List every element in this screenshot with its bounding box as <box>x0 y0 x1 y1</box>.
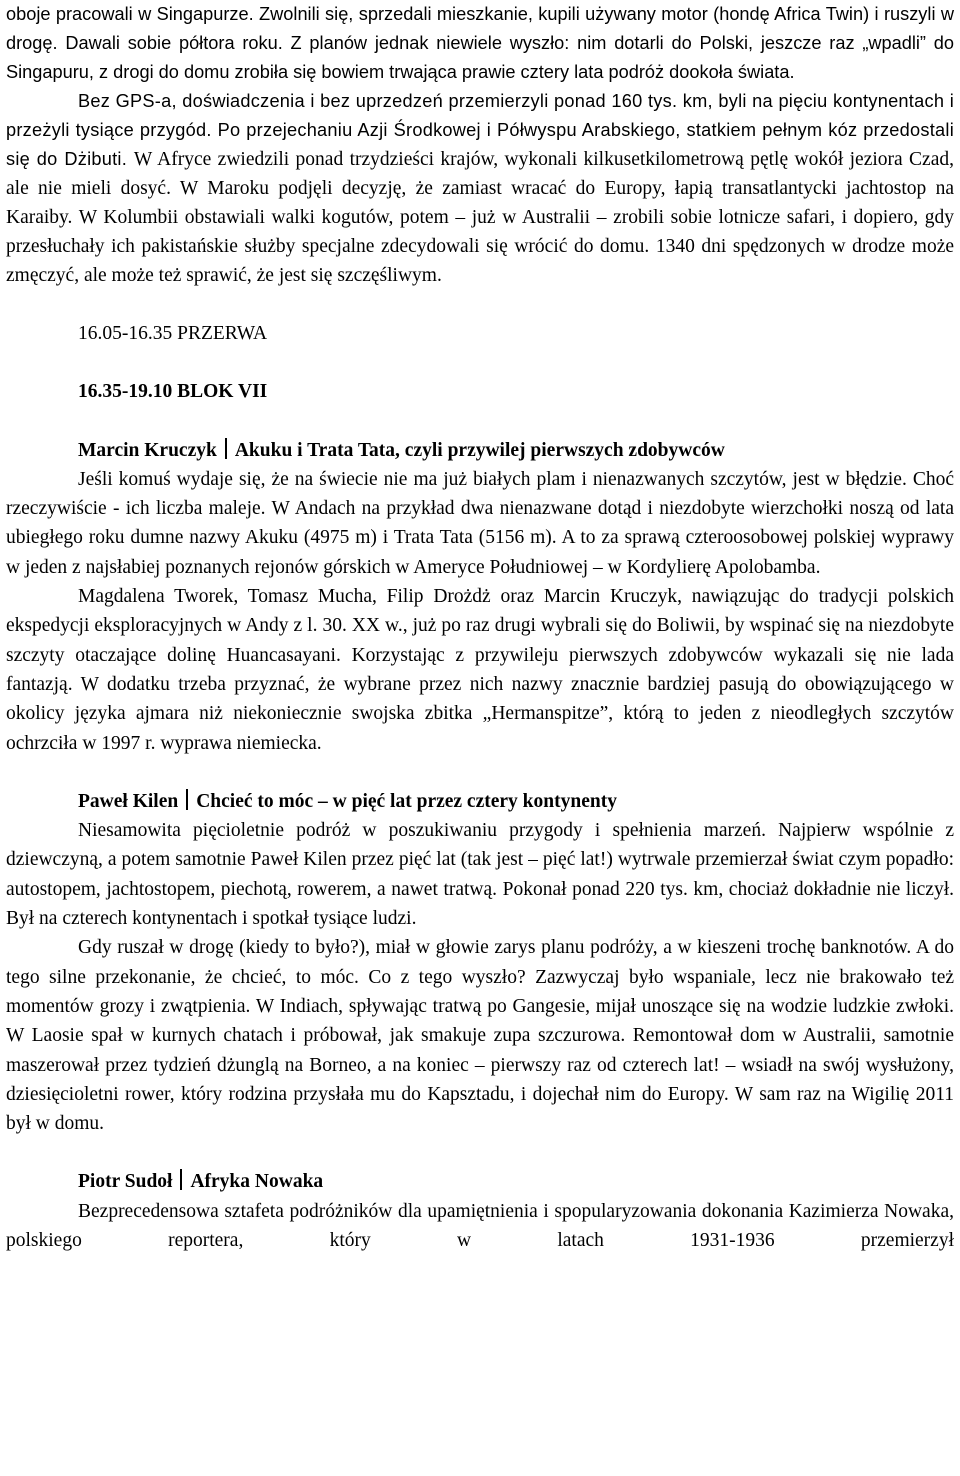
talk-paragraph: Gdy ruszał w drogę (kiedy to było?), miał w głowie zarys planu podróży, a w kieszeni trochę banknotów. A do tego silne przekonanie, że chcieć, to móc. Co z tego wyszło? Zazwyczaj było wspaniale, lecz nie brakowało też momentów grozy i zwątpienia. W Indiach, spływając tratwą po Gangesie, mijał unoszące się na wodzie ludzkie zwłoki. W Laosie spał w kurnych chatach i próbował, jak smakuje zupa szczurowa. Remontował dom w Australii, samotnie maszerował przez tydzień dżunglą na Borneo, a na koniec – pierwszy raz od czterech lat! – wsiadł na swój wysłużony, dziesięcioletni rower, który rodzina przysłała mu do Kapsztadu, i dojechał nim do Europy. W sam raz na Wigilię 2011 był w domu. <box>6 937 954 1135</box>
heading-separator <box>186 789 188 810</box>
intro-paragraph-2 <box>6 87 954 290</box>
talk-paragraph: Magdalena Tworek, Tomasz Mucha, Filip Drożdż oraz Marcin Kruczyk, nawiązując do tradycji polskich ekspedycji eksploracyjnych w Andy z l. 30. XX w., już po raz drugi wybrali się do Boliwii, by wspinać się na niezdobyte szczyty otaczające dolinę Huancasayani. Korzystając z przywileju pierwszych zdobywców wykazali się nie lada fantazją. W dodatku trzeba przyznać, że wybrane przez nich nazwy znacznie bardziej pasują do obowiązującego w okolicy języka ajmara niż niekoniecznie swojska zbitka „Hermanspitze”, którą to jeden z nieodległych szczytów ochrzciła w 1997 r. wyprawa niemiecka. <box>6 586 954 754</box>
talk-paragraph: Niesamowita pięcioletnie podróż w poszukiwaniu przygody i spełnienia marzeń. Najpierw wspólnie z dziewczyną, a potem samotnie Paweł Kilen przez pięć lat (tak jest – pięć lat!) wytrwale przemierzał świat czym popadło: autostopem, jachtostopem, piechotą, rowerem, a nawet tratwą. Pokonał ponad 220 tys. km, chociaż dokładnie nie liczył. Był na czterech kontynentach i spotkał tysiące ludzi. <box>6 820 954 930</box>
talk-heading <box>78 1167 954 1196</box>
schedule-break: 16.05-16.35 PRZERWA <box>78 323 268 344</box>
intro-paragraph-2-serif: W Afryce zwiedzili ponad trzydzieści krajów, wykonali kilkusetkilometrową pętlę wokół jeziora Czad, ale nie mieli dosyć. W Maroku podjęli decyzję, że zamiast wracać do Europy, łapią transatlantycki jachtostop na Karaiby. W Kolumbii obstawiali walki kogutów, potem – już w Australii – zrobili sobie lotnicze safari, i dopiero, gdy przesłuchały ich pakistańskie służby specjalne zdecydowali się wrócić do domu. 1340 dni spędzonych w drodze może zmęczyć, ale może też sprawić, że jest się szczęśliwym. <box>6 149 954 286</box>
talk-kruczyk <box>6 436 954 758</box>
heading-separator <box>225 438 227 459</box>
schedule-block: 16.35-19.10 BLOK VII <box>78 381 268 403</box>
talk-heading <box>78 787 954 816</box>
talk-author: Piotr Sudoł <box>78 1171 173 1193</box>
talk-title: Chcieć to móc – w pięć lat przez cztery kontynenty <box>196 790 617 812</box>
heading-separator <box>180 1169 182 1190</box>
talk-sudol <box>6 1167 954 1255</box>
talk-kilen <box>6 787 954 1139</box>
intro-paragraph-2-sans: Bez GPS-a, doświadczenia i bez uprzedzeń przemierzyli ponad 160 tys. km, byli na pięciu kontynentach i przeżyli tysiące przygód. Po przejechaniu Azji Środkowej i Półwyspu Arabskiego, statkiem pełnym kóz przedostali się do Dżibuti. <box>6 91 954 169</box>
talk-title: Afryka Nowaka <box>190 1171 324 1193</box>
talk-author: Paweł Kilen <box>78 790 179 812</box>
talk-author: Marcin Kruczyk <box>78 439 217 461</box>
talk-title: Akuku i Trata Tata, czyli przywilej pierwszych zdobywców <box>234 439 725 461</box>
talk-heading <box>78 436 954 465</box>
document-page <box>6 0 954 1255</box>
talk-paragraph: Bezprecedensowa sztafeta podróżników dla upamiętnienia i spopularyzowania dokonania Kazimierza Nowaka, polskiego reportera, który w latach 1931-1936 przemierzył <box>6 1200 954 1252</box>
talk-paragraph: Jeśli komuś wydaje się, że na świecie nie ma już białych plam i nienazwanych szczytów, jest w błędzie. Choć rzeczywiście - ich liczba maleje. W Andach na przykład dwa nienazwane dotąd i niezdobyte wierzchołki noszą od lata ubiegłego roku dumne nazwy Akuku (4975 m) i Trata Tata (5156 m). A to za sprawą czteroosobowej polskiej wyprawy w jeden z najsłabiej poznanych rejonów górskich w Ameryce Południowej – w Kordylierę Apolobamba. <box>6 468 954 578</box>
intro-paragraph-1: oboje pracowali w Singapurze. Zwolnili się, sprzedali mieszkanie, kupili używany motor (hondę Africa Twin) i ruszyli w drogę. Dawali sobie półtora roku. Z planów jednak niewiele wyszło: nim dotarli do Polski, jeszcze raz „wpadli” do Singapuru, z drogi do domu zrobiła się bowiem trwająca prawie cztery lata podróż dookoła świata. <box>6 4 954 82</box>
